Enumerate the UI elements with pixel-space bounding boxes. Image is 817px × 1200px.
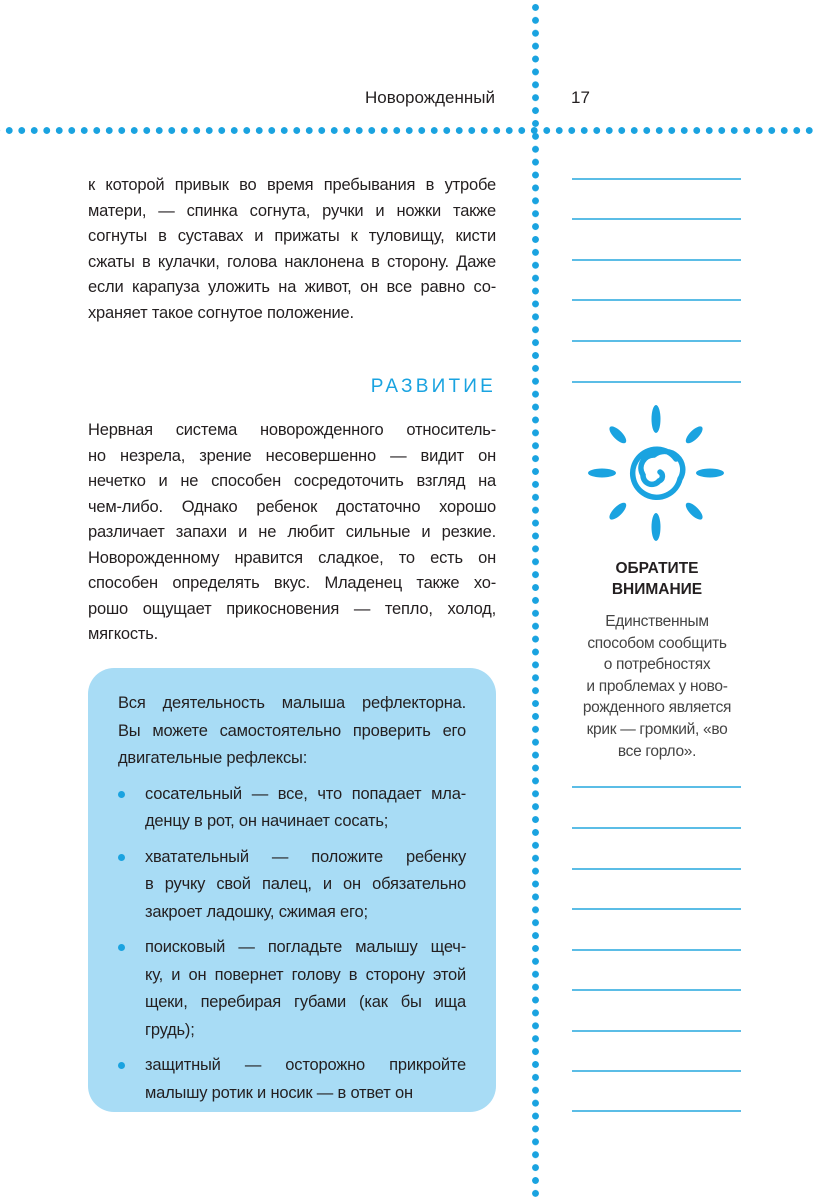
text-line: Новорожденному нравится сладкое, то есть он [88,548,496,567]
text-line: но незрела, зрение несовершенно — видит он [88,446,496,465]
sun-spiral-icon [585,402,727,544]
note-line [572,218,741,220]
text-line: если карапуза уложить на живот, он все равно со- [88,278,496,296]
note-line [572,178,741,180]
reflex-callout-box [88,668,496,1112]
note-line [572,381,741,383]
sidebar-text-line: и проблемах у ново- [586,677,728,695]
text-line: щеки, перебирая губами (как бы ища [145,993,466,1011]
text-line: мягкость. [88,625,159,643]
reflex-list-item [118,934,466,1044]
sidebar-note [565,611,749,762]
text-line: закроет ладошку, сжимая его; [145,902,368,921]
reflex-list-item [118,844,466,927]
note-line [572,908,741,910]
note-line [572,1070,741,1072]
text-line: различает запахи и не любит сильные и резкие. [88,523,496,541]
bullet-icon [118,854,125,861]
sun-ray [652,405,661,433]
section-heading: РАЗВИТИЕ [370,376,496,397]
bullet-icon [118,944,125,951]
box-intro [118,690,466,773]
sun-ray [696,469,724,478]
note-line [572,259,741,261]
note-line [572,827,741,829]
sidebar-text-line: рожденного является [582,699,732,717]
text-line: способен определять вкус. Младенец также хо- [88,574,496,592]
sidebar-text-line: Единственным [605,613,709,630]
note-line [572,1110,741,1112]
bullet-icon [118,1062,125,1069]
text-line: двигательные рефлексы: [118,749,308,767]
text-line: матери, — спинка согнута, ручки и ножки также [88,201,496,220]
note-line [572,949,741,951]
text-line: в ручку свой палец, и он обязательно [145,875,466,893]
bullet-icon [118,791,125,798]
text-line: ку, и он повернет голову в сторону этой [145,965,466,984]
note-line [572,868,741,870]
sun-ray [588,469,616,478]
text-line: малышу ротик и носик — в ответ он [145,1083,413,1102]
text-line: чем-либо. Однако ребенок достаточно хорошо [88,497,496,516]
sun-ray [683,424,705,446]
page-number: 17 [571,88,590,107]
text-line: Вы можете самостоятельно проверить его [118,721,466,740]
running-header: Новорожденный [365,88,495,107]
note-line [572,1030,741,1032]
text-line: нечетко и не способен сосредоточить взгляд на [88,472,496,490]
sidebar-text-line: крик — громкий, «во [586,720,728,738]
sidebar-text-line: все горло». [617,742,697,760]
horizontal-dotted-divider [0,126,817,135]
sidebar-title [565,558,749,600]
text-line: храняет такое согнутое положение. [88,303,354,322]
text-line: денцу в рот, он начинает сосать; [145,812,389,830]
text-line: защитный — осторожно прикройте [145,1056,466,1074]
text-line: хватательный — положите ребенку [145,847,466,866]
sun-ray [683,500,705,522]
sidebar-title-line: ОБРАТИТЕ [615,560,699,577]
text-line: сжаты в кулачки, голова наклонена в сторону. Даже [88,252,496,271]
text-line: поисковый — погладьте малышу щеч- [145,938,466,956]
intro-paragraph [88,173,496,326]
text-line: Нервная система новорожденного относитель- [88,421,496,439]
text-line: рошо ощущает прикосновения — тепло, холод, [88,599,496,618]
note-line [572,989,741,991]
sun-ray [652,513,661,541]
sidebar-text-line: способом сообщить [587,634,727,652]
development-paragraph [88,418,496,648]
sun-ray [607,424,629,446]
text-line: грудь); [145,1020,195,1039]
note-line [572,299,741,301]
note-line [572,340,741,342]
reflex-list-item [118,1052,466,1107]
text-line: сосательный — все, что попадает мла- [145,784,466,803]
sun-ray [607,500,629,522]
reflex-list-item [118,781,466,836]
vertical-dotted-divider [531,0,540,1200]
text-line: Вся деятельность малыша рефлекторна. [118,694,466,712]
text-line: к которой привык во время пребывания в утробе [88,176,496,194]
sidebar-text-line: о потребностях [603,656,711,674]
text-line: согнуты в суставах и прижаты к туловищу, кисти [88,227,496,245]
note-line [572,786,741,788]
sidebar-title-line: ВНИМАНИЕ [611,581,703,598]
